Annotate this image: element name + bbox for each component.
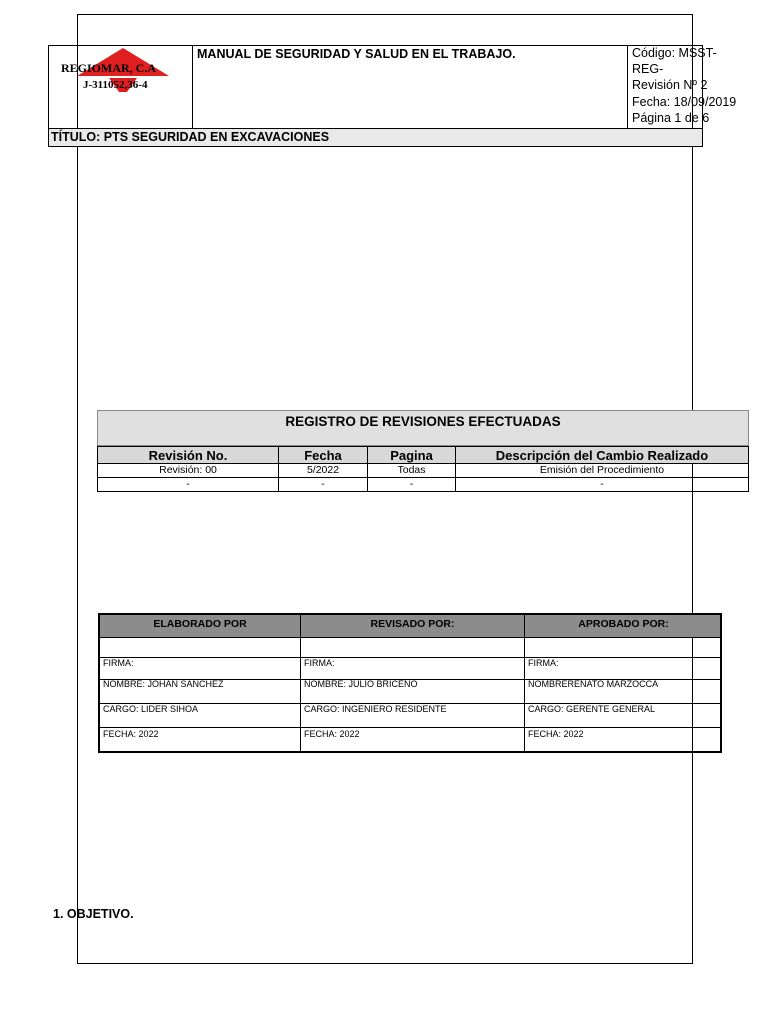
table-cell: Emisión del Procedimiento (539, 464, 665, 476)
date-line: Fecha: 18/09/2019 (632, 95, 737, 109)
position-field: CARGO: GERENTE GENERAL (528, 704, 656, 714)
table-cell: - (98, 478, 279, 491)
code-line: REG- (632, 62, 664, 76)
reviewed-by-column (301, 615, 525, 751)
column-header: Fecha (279, 447, 368, 463)
position-field: CARGO: INGENIERO RESIDENTE (304, 704, 447, 714)
column-header: Revisión No. (98, 447, 279, 463)
name-field: NOMBRE: JULIO BRICEÑO (304, 679, 418, 689)
section-heading: 1. OBJETIVO. (53, 907, 134, 921)
document-title: TÍTULO: PTS SEGURIDAD EN EXCAVACIONES (51, 130, 330, 144)
column-header: APROBADO POR: (578, 618, 669, 630)
revision-line: Revisión Nº 2 (632, 78, 708, 92)
manual-title: MANUAL DE SEGURIDAD Y SALUD EN EL TRABAJO. (197, 47, 516, 61)
name-field: NOMBRE: JOHAN SANCHEZ (103, 679, 224, 689)
revisions-heading-row (97, 410, 749, 446)
table-cell: Revisión: 00 (98, 464, 279, 477)
date-field: FECHA: 2022 (304, 729, 360, 739)
column-header: ELABORADO POR (153, 618, 247, 630)
revisions-table (97, 410, 749, 492)
table-row (97, 478, 749, 492)
logo-rif: J-311052,36-4 (83, 79, 148, 91)
page-border-left (77, 14, 78, 964)
revisions-heading: REGISTRO DE REVISIONES EFECTUADAS (285, 414, 561, 429)
logo-company-name: REGIOMAR, C.A (61, 61, 156, 75)
table-row (97, 464, 749, 478)
column-header: REVISADO POR: (370, 618, 455, 630)
name-field: NOMBRERENATO MARZOCCA (528, 679, 659, 689)
signature-field: FIRMA: (103, 658, 134, 668)
approved-by-column (525, 615, 722, 751)
elaborated-by-column (100, 615, 301, 751)
signature-field: FIRMA: (304, 658, 335, 668)
signature-field: FIRMA: (528, 658, 559, 668)
position-field: CARGO: LIDER SIHOA (103, 704, 199, 714)
company-logo (49, 46, 193, 128)
column-header: Pagina (368, 447, 456, 463)
document-header (48, 45, 737, 129)
column-header: Descripción del Cambio Realizado (495, 448, 709, 463)
date-field: FECHA: 2022 (103, 729, 159, 739)
table-cell: Todas (368, 464, 456, 477)
table-cell: 5/2022 (279, 464, 368, 477)
table-cell: - (279, 478, 368, 491)
page-number-line: Página 1 de 6 (632, 111, 710, 125)
table-cell: - (600, 478, 604, 490)
document-code-cell (628, 46, 737, 128)
page-border-top (77, 14, 693, 15)
manual-title-cell (193, 46, 628, 128)
signatures-table (98, 613, 722, 753)
revisions-column-headers (97, 446, 749, 464)
document-title-bar (48, 128, 703, 147)
date-field: FECHA: 2022 (528, 729, 584, 739)
page-border-bottom (77, 963, 693, 964)
table-cell: - (368, 478, 456, 491)
code-line: Código: MSST- (632, 46, 717, 60)
